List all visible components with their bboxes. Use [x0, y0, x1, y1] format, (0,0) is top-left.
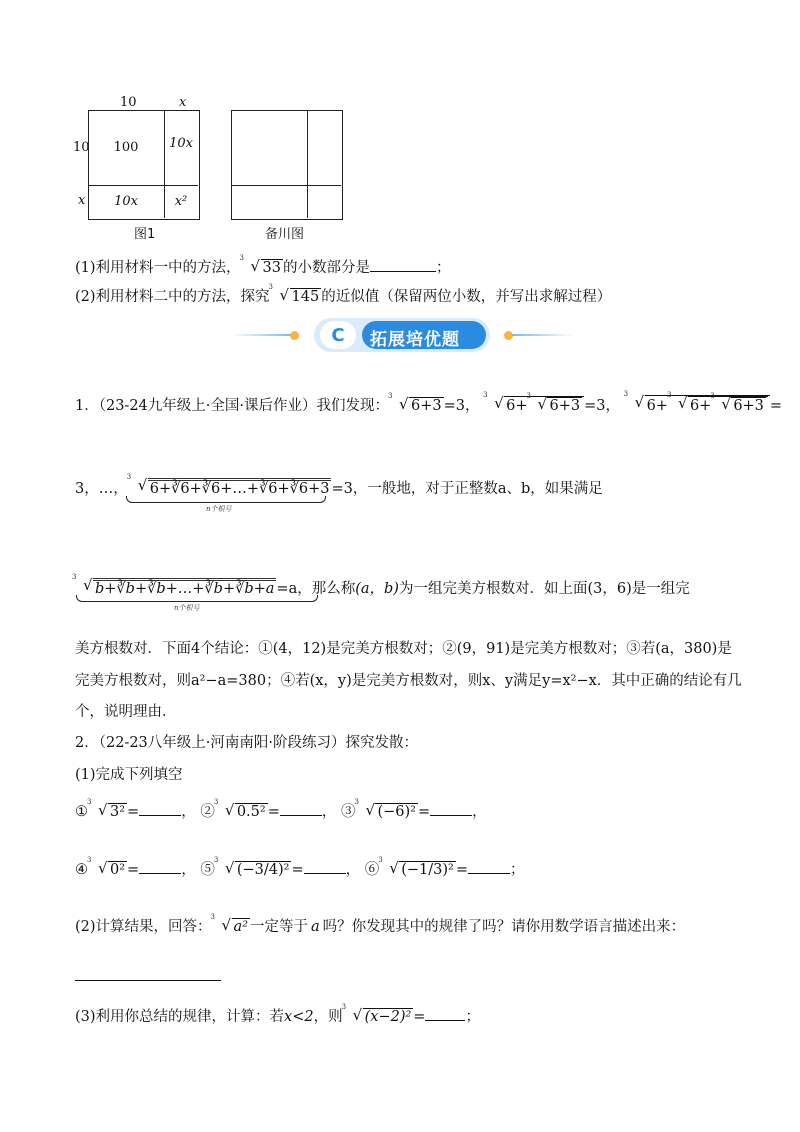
line-3-end: 是一组完: [631, 581, 690, 597]
item-2-num: ②: [200, 804, 215, 820]
part-2-text-a: (2)利用材料二中的方法，探究: [75, 289, 270, 305]
figure-2-hline: [231, 185, 341, 186]
item-4-blank[interactable]: [139, 873, 181, 874]
long-result: =3，一般地，对于正整数a、b，如果满足: [331, 481, 603, 497]
problem-2-row-1: ① 3 √ 3² = ， ② 3 √ 0.5² = ， ③ 3 √ (−6)² = ，: [75, 800, 487, 821]
radicand-33: 33: [262, 260, 281, 276]
item-2-radicand: 0.5²: [236, 804, 266, 820]
sub3-text-b: ，则: [313, 1009, 343, 1025]
problem-1-line-5: 完美方根数对，则a²−a=380；④若(x，y)是完美方根数对，则x、y满足y=x²−x．其中正确的结论有几: [75, 673, 742, 689]
item-3-num: ③: [340, 804, 356, 820]
figure-2-square: [231, 110, 343, 220]
item-6-radicand: (−1/3)²: [401, 862, 454, 878]
long-radical-body: 6+∛6+∛6+…+∛6+∛6+3: [148, 478, 332, 497]
section-title: 拓展培优题: [370, 330, 460, 350]
cube-root-145: 3 √ 145: [272, 288, 322, 305]
item-3-eq: =: [417, 804, 431, 820]
sub3-condition: x<2: [284, 1009, 314, 1025]
general-radical-body: b+∛b+∛b+…+∛b+∛b+a: [93, 578, 276, 597]
figure-2-caption: 备川图: [265, 227, 305, 242]
item-4-radicand: 0²: [110, 862, 126, 878]
figure-1-cell-100: 100: [113, 140, 139, 155]
radical-eq1: 3 √ 6+3: [391, 397, 444, 414]
eq2-result: =3，: [584, 398, 620, 414]
item-4-radical: 3 √ 0²: [90, 861, 127, 878]
brace-2: [76, 595, 318, 602]
n-roots-label-1: n个根号: [206, 505, 232, 513]
sub3-eq: =: [413, 1009, 426, 1025]
sub3-blank[interactable]: [425, 1020, 465, 1021]
figure-1-top-label-x: x: [179, 95, 187, 110]
item-1-radical: 3 √ 3²: [90, 803, 127, 820]
item-1-num: ①: [75, 804, 88, 820]
sub2-answer-line[interactable]: [75, 980, 221, 981]
question-part-2: [75, 285, 611, 306]
problem-1-intro: 1．（23-24九年级上·全国·课后作业）我们发现：: [75, 398, 389, 414]
part-1-text-b: 的小数部分是: [283, 260, 370, 276]
problem-2-sub1: (1)完成下列填空: [75, 767, 183, 783]
item-3-blank[interactable]: [430, 815, 472, 816]
figure-1-cell-10x-bottom: 10x: [114, 194, 138, 209]
sub3-radical: 3 √ (x−2)²: [345, 1008, 414, 1025]
part-2-text-b: 的近似值（保留两位小数，并写出求解过程）: [321, 289, 612, 305]
eq3-b: 6+: [689, 398, 712, 414]
figure-1-cell-10x-right: 10x: [169, 135, 193, 151]
item-2-eq: =: [267, 804, 280, 820]
general-result: =a，那么称: [276, 581, 356, 597]
radical-eq3: 3 √ 6+ 3 √ 6+ 3 √ 6+3: [627, 395, 770, 414]
figure-1: [70, 92, 200, 242]
item-2-blank[interactable]: [280, 815, 322, 816]
item-5-radical: 3 √ (−3/4)²: [217, 861, 292, 878]
section-badge-letter: C: [331, 324, 345, 346]
line-3-tail: 为一组完美方根数对．如上面: [398, 581, 588, 597]
eq3-c: 6+3: [733, 398, 764, 414]
sub2-text-c: 吗？你发现其中的规律了吗？请你用数学语言描述出来：: [322, 919, 686, 935]
item-1-radicand: 3²: [110, 804, 126, 820]
problem-1-line-1: [75, 390, 783, 415]
eq1-radicand: 6+3: [411, 398, 442, 414]
question-part-1: [75, 256, 451, 277]
pair-ab: (a，b): [355, 581, 399, 597]
sub3-end: ；: [465, 1009, 480, 1025]
section-left-line: [230, 334, 292, 336]
sub2-radicand: a²: [233, 919, 249, 935]
part-1-text-c: ；: [436, 260, 451, 276]
problem-2-row-2: ④ 3 √ 0² = ， ⑤ 3 √ (−3/4)² = ， ⑥ 3 √ (−1/3)² = ；: [75, 858, 524, 879]
eq2-outer: 6+: [506, 398, 528, 414]
item-6-radical: 3 √ (−1/3)²: [381, 861, 456, 878]
section-left-dot: [290, 331, 299, 340]
item-6-blank[interactable]: [468, 873, 510, 874]
general-radical: 3 √ b+∛b+∛b+…+∛b+∛b+a: [75, 578, 276, 597]
sub3-text-a: (3)利用你总结的规律，计算：若: [75, 1009, 285, 1025]
problem-1-line-2: [75, 473, 603, 498]
problem-2-intro: 2．（22-23八年级上·河南南阳·阶段练习）探究发散：: [75, 735, 418, 751]
long-radical: 3 √ 6+∛6+∛6+…+∛6+∛6+3: [130, 478, 332, 497]
sub2-var-a: a: [311, 919, 320, 935]
figure-1-caption: 图1: [134, 227, 156, 242]
cube-root-33: 3 √ 33: [243, 259, 283, 276]
item-1-eq: =: [127, 804, 140, 820]
pair-36: (3，6): [587, 581, 632, 597]
sub2-text-a: (2)计算结果，回答：: [75, 919, 212, 935]
problem-2-sub2: [75, 915, 685, 936]
problem-1-line-4: 美方根数对．下面4个结论：①(4，12)是完美方根数对；②(9，91)是完美方根数对；③若(a，380)是: [75, 641, 732, 657]
item-3-radical: 3 √ (−6)²: [357, 803, 418, 820]
figure-1-top-label-10: 10: [120, 95, 137, 110]
figure-1-left-label-10: 10: [73, 140, 90, 155]
sub3-radicand: (x−2)²: [364, 1009, 412, 1025]
eq1-result: =3，: [443, 398, 480, 414]
radicand-145: 145: [291, 289, 320, 305]
sub2-text-b: 一定等于: [250, 919, 309, 935]
item-6-eq: =: [455, 862, 468, 878]
item-5-eq: =: [291, 862, 304, 878]
row-1-end: ，: [472, 804, 487, 820]
item-4-eq: =: [127, 862, 140, 878]
brace-1: [126, 496, 326, 503]
n-roots-label-2: n个根号: [174, 604, 200, 612]
item-4-num: ④: [75, 862, 88, 878]
figure-1-cell-x2: x²: [174, 194, 188, 209]
problem-2-sub3: [75, 1005, 480, 1026]
row-2-end: ；: [509, 862, 525, 878]
item-5-num: ⑤: [200, 862, 215, 878]
section-badge: [320, 321, 356, 349]
item-5-radicand: (−3/4)²: [236, 862, 290, 878]
sub2-radical: 3 √ a²: [214, 918, 250, 935]
item-1-blank[interactable]: [139, 815, 181, 816]
figure-2-vline: [307, 110, 308, 218]
line-2-prefix: 3，…，: [75, 481, 128, 497]
figure-2: [225, 108, 355, 242]
eq2-inner: 6+3: [549, 398, 581, 414]
item-2-radical: 3 √ 0.5²: [217, 803, 268, 820]
item-5-blank[interactable]: [304, 873, 346, 874]
item-6-num: ⑥: [364, 862, 380, 878]
item-3-radicand: (−6)²: [377, 804, 416, 820]
radical-eq2: 3 √ 6+ 3 √ 6+3: [486, 396, 584, 414]
eq3-a: 6+: [646, 398, 668, 414]
eq3-result: =: [769, 398, 783, 414]
figure-1-left-label-x: x: [78, 193, 86, 208]
part-1-text-a: (1)利用材料一中的方法，: [75, 260, 241, 276]
section-right-line: [512, 334, 574, 336]
section-header: [230, 318, 570, 352]
part-1-answer-blank[interactable]: [370, 271, 436, 272]
problem-1-line-6: 个，说明理由．: [75, 704, 177, 720]
